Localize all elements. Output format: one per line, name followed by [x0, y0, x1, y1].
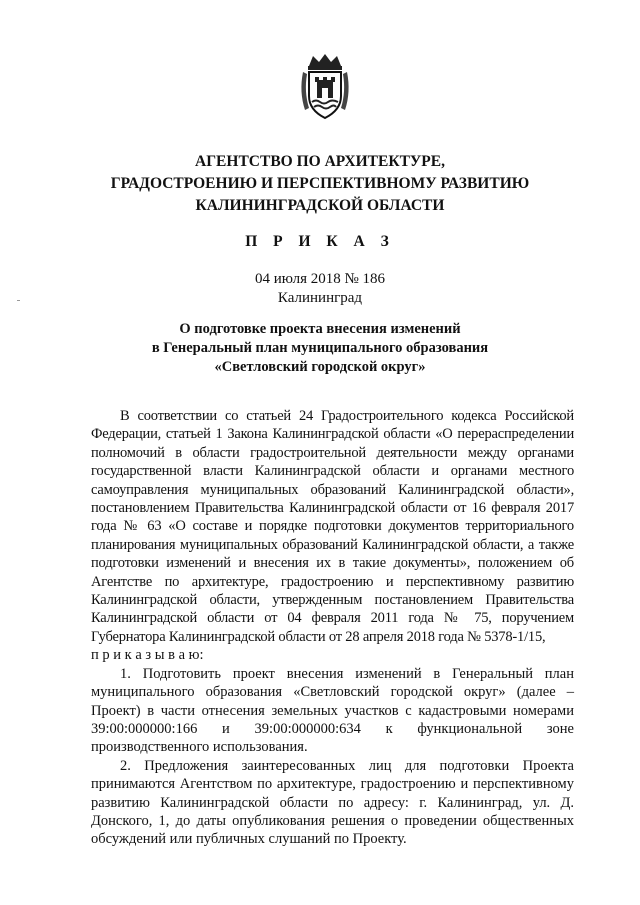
item-1-paragraph: 1. Подготовить проект внесения изменений в Генеральный план муниципального образования «Светловский городской округ» (далее – Проект) в части отнесения земельных участков с кадастровыми номерами 39:00:000000:166 и 39:00:000000:634 к функциональной зоне производственного использования.	[91, 665, 574, 756]
preamble-paragraph	[91, 407, 574, 646]
document-body	[91, 407, 574, 849]
agency-line: КАЛИНИНГРАДСКОЙ ОБЛАСТИ	[195, 197, 445, 214]
agency-name	[60, 151, 580, 217]
order-word-paragraph	[91, 646, 574, 664]
kaliningrad-coat-of-arms-icon	[297, 52, 353, 122]
document-type: П Р И К А З	[245, 233, 395, 250]
document-date-number: 04 июля 2018 № 186	[254, 271, 386, 287]
item-2-paragraph: 2. Предложения заинтересованных лиц для подготовки Проекта принимаются Агентством по архитектуре, градостроению и перспективному развитию Калининградской области по адресу: г. Калининград, ул. Д. Донского, 1, до даты опубликования решения о проведении общественных обсуждений или публичных слушаний по Проекту.	[91, 757, 574, 848]
subject-line: «Светловский городской округ»	[214, 359, 426, 375]
document-subject	[60, 320, 580, 377]
subject-line: О подготовке проекта внесения изменений	[179, 321, 461, 337]
agency-line: АГЕНТСТВО ПО АРХИТЕКТУРЕ,	[195, 153, 445, 170]
order-word: п р и к а з ы в а ю:	[91, 647, 204, 664]
subject-line: в Генеральный план муниципального образования	[151, 340, 489, 356]
preamble-text: В соответствии со статьей 24 Градостроительного кодекса Российской Федерации, статьей 1 Закона Калининградской области «О перераспределении полномочий в области градостроительной деятельности между органами государственной власти Калининградской области и органами местного самоуправления муниципальных образований Калининградской области», постановлением Правительства Калининградской области от 16 февраля 2017 года № 63 «О составе и порядке подготовки документов территориального планирования муниципальных образований Калининградской области, а также подготовки изменений и внесения их в такие документы», положением об Агентстве по архитектуре, градостроению и перспективному развитию Калининградской области, утвержденным постановлением Правительства Калининградской области от 04 февраля 2011 года № 75, поручением Губернатора Калининградской области от 28 апреля 2018 года № 5378-1/15,	[91, 408, 574, 645]
agency-line: ГРАДОСТРОЕНИЮ И ПЕРСПЕКТИВНОМУ РАЗВИТИЮ	[110, 175, 530, 192]
document-city: Калининград	[277, 290, 363, 306]
